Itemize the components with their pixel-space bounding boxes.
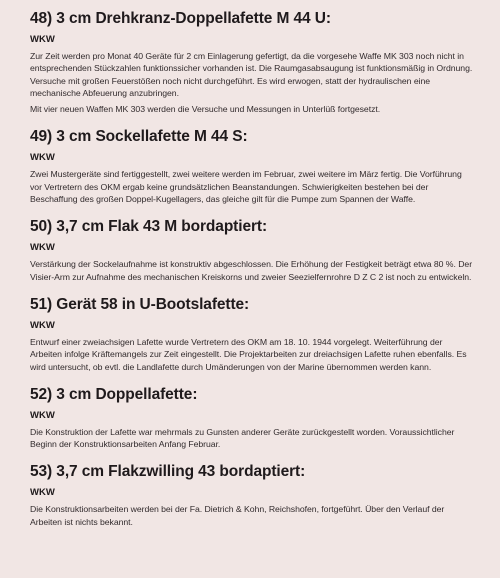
company-label: WKW xyxy=(30,319,55,331)
section-50 xyxy=(30,218,476,283)
section-paragraph: Die Konstruktionsarbeiten werden bei der Fa. Dietrich & Kohn, Reichshofen, fortgeführt. Über den Verlauf der Arbeiten ist nichts bekannt. xyxy=(30,504,445,527)
section-title: 48) 3 cm Drehkranz-Doppellafette M 44 U: xyxy=(30,10,331,27)
section-paragraph: Mit vier neuen Waffen MK 303 werden die Versuche und Messungen in Unterlüß fortgesetzt. xyxy=(30,104,381,115)
company-label: WKW xyxy=(30,409,55,421)
section-paragraph: Verstärkung der Sockelaufnahme ist konstruktiv abgeschlossen. Die Erhöhung der Festigkeit beträgt etwa 80 %. Der Visier-Arm zur Aufnahme des mechanischen Kreiskorns und zweier Seezielfernrohre D Z C 2 ist noch zu entwickeln. xyxy=(30,259,473,282)
section-48 xyxy=(30,10,476,115)
company-label: WKW xyxy=(30,34,55,45)
company-label: WKW xyxy=(30,152,55,164)
section-paragraph: Zur Zeit werden pro Monat 40 Geräte für 2 cm Einlagerung gefertigt, da die vorgesehe Waffe MK 303 noch nicht in entsprechenden Stückzahlen funktionssicher vorhanden ist. Die Raumgasabsaugung ist funktionsmäßig in Ordnung. Versuche mit großen Feuerstößen noch nicht durchgeführt. Es wird erwogen, statt der hydraulischen eine mechanische Abfeuerung anzubringen. xyxy=(30,51,473,98)
section-title: 49) 3 cm Sockellafette M 44 S: xyxy=(30,128,248,146)
section-title: 53) 3,7 cm Flakzwilling 43 bordaptiert: xyxy=(30,463,306,481)
section-title: 52) 3 cm Doppellafette: xyxy=(30,385,198,403)
section-53 xyxy=(30,463,476,528)
section-title: 50) 3,7 cm Flak 43 M bordaptiert: xyxy=(30,218,268,236)
section-51 xyxy=(30,296,476,373)
section-paragraph: Die Konstruktion der Lafette war mehrmals zu Gunsten anderer Geräte zurückgestellt worden. Voraussichtlicher Beginn der Konstruktionsarbeiten Anfang Februar. xyxy=(30,426,455,450)
company-label: WKW xyxy=(30,242,55,254)
section-paragraph: Zwei Mustergeräte sind fertiggestellt, zwei weitere werden im Februar, zwei weitere im März fertig. Die Vorführung vor Vertretern des OKM ergab keine grundsätzlichen Beanstandungen. Schwierigkeiten bestehen bei der Beschaffung des großen Doppel-Kugellagers, das gleiche gilt für die Pumpe zum Spannen der Waffe. xyxy=(30,169,462,205)
section-52 xyxy=(30,386,476,451)
company-label: WKW xyxy=(30,487,55,499)
section-paragraph: Entwurf einer zweiachsigen Lafette wurde Vertretern des OKM am 18. 10. 1944 vorgelegt. Weiterführung der Arbeiten infolge Kräftemangels zur Zeit eingestellt. Die Projektarbeiten zur dreiachsigen Lafette ruhen ebenfalls. Es wird untersucht, ob evtl. die Landlafette durch Umänderungen von der Marine übernommen werden kann. xyxy=(30,336,467,372)
section-title: 51) Gerät 58 in U-Bootslafette: xyxy=(30,295,250,313)
section-49 xyxy=(30,128,476,205)
